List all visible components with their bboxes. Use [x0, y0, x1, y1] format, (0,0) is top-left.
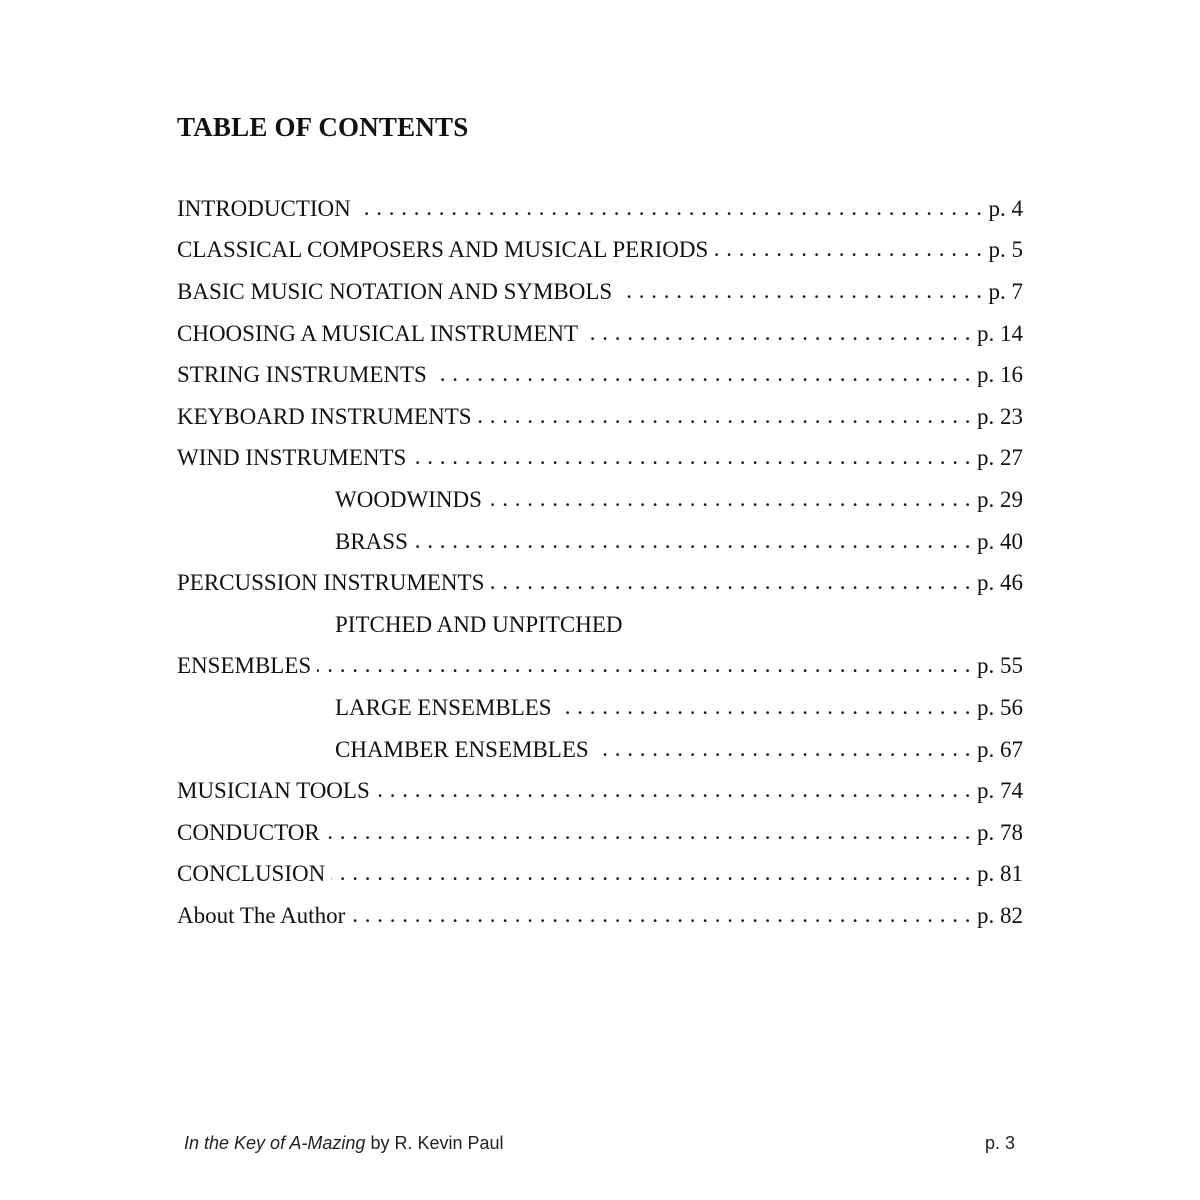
toc-entry-title: CHAMBER ENSEMBLES	[335, 736, 589, 762]
toc-dot-leader	[326, 819, 971, 847]
toc-dot-leader	[595, 736, 971, 764]
toc-entry-page: p. 74	[977, 778, 1023, 804]
toc-dot-leader	[478, 403, 971, 431]
toc-entry-title: STRING INSTRUMENTS	[177, 362, 427, 388]
toc-entry-page: p. 46	[977, 570, 1023, 596]
toc-entry-page: p. 56	[977, 694, 1023, 720]
toc-entry	[177, 521, 1023, 563]
footer-page-number: p. 3	[984, 1133, 1015, 1153]
toc-entry-page: p. 4	[988, 195, 1023, 221]
toc-entry	[177, 271, 1023, 313]
toc-entry-title: MUSICIAN TOOLS	[177, 778, 370, 804]
footer-byline: by R. Kevin Paul	[365, 1133, 504, 1153]
table-of-contents	[177, 188, 1023, 937]
toc-entry	[177, 396, 1023, 438]
toc-entry-title: WIND INSTRUMENTS	[177, 445, 407, 471]
page-footer	[184, 1133, 1015, 1154]
toc-entry-title: About The Author	[177, 902, 346, 928]
toc-entry-title: PITCHED AND UNPITCHED	[335, 611, 623, 637]
toc-entry	[177, 646, 1023, 688]
toc-entry	[177, 604, 1023, 646]
toc-entry-title: CONDUCTOR	[177, 819, 320, 845]
toc-entry-title: KEYBOARD INSTRUMENTS	[177, 403, 472, 429]
page-title: TABLE OF CONTENTS	[177, 112, 469, 142]
toc-entry	[177, 562, 1023, 604]
toc-entry-page: p. 16	[977, 362, 1023, 388]
toc-entry-title: INTRODUCTION	[177, 195, 351, 221]
toc-dot-leader	[618, 278, 982, 306]
toc-entry-title: LARGE ENSEMBLES	[335, 694, 552, 720]
toc-dot-leader	[714, 236, 982, 264]
toc-dot-leader	[331, 860, 971, 888]
toc-entry-page: p. 14	[977, 320, 1023, 346]
toc-entry-title: CONCLUSION	[177, 861, 326, 887]
toc-entry-page: p. 7	[988, 278, 1023, 304]
toc-entry-title: BASIC MUSIC NOTATION AND SYMBOLS	[177, 278, 613, 304]
toc-entry-title: WOODWINDS	[335, 486, 482, 512]
toc-entry-page: p. 40	[977, 528, 1023, 554]
toc-entry	[177, 687, 1023, 729]
toc-dot-leader	[414, 528, 971, 556]
toc-dot-leader	[317, 652, 971, 680]
toc-entry-page: p. 5	[988, 237, 1023, 263]
toc-entry-title: CHOOSING A MUSICAL INSTRUMENT	[177, 320, 579, 346]
toc-entry-page: p. 27	[977, 445, 1023, 471]
toc-entry	[177, 854, 1023, 896]
toc-dot-leader	[357, 195, 983, 223]
toc-dot-leader	[490, 569, 971, 597]
toc-entry	[177, 354, 1023, 396]
toc-entry	[177, 188, 1023, 230]
toc-entry-page: p. 81	[977, 861, 1023, 887]
toc-dot-leader	[412, 444, 971, 472]
footer-book-title: In the Key of A-Mazing	[184, 1133, 366, 1153]
toc-dot-leader	[376, 777, 971, 805]
toc-dot-leader	[488, 486, 971, 514]
toc-dot-leader	[351, 902, 971, 930]
footer-credit	[184, 1133, 504, 1154]
toc-dot-leader	[584, 320, 971, 348]
toc-entry	[177, 479, 1023, 521]
toc-entry	[177, 230, 1023, 272]
toc-entry-title: PERCUSSION INSTRUMENTS	[177, 570, 485, 596]
toc-entry-title: BRASS	[335, 528, 408, 554]
toc-entry	[177, 812, 1023, 854]
toc-entry-page: p. 23	[977, 403, 1023, 429]
toc-dot-leader	[558, 694, 971, 722]
toc-entry-page: p. 29	[977, 486, 1023, 512]
toc-entry-title: CLASSICAL COMPOSERS AND MUSICAL PERIODS	[177, 237, 709, 263]
toc-entry-page: p. 67	[977, 736, 1023, 762]
toc-entry	[177, 729, 1023, 771]
toc-entry-page: p. 82	[977, 902, 1023, 928]
toc-entry	[177, 895, 1023, 937]
toc-dot-leader	[433, 361, 971, 389]
toc-entry-title: ENSEMBLES	[177, 653, 312, 679]
toc-entry	[177, 313, 1023, 355]
toc-entry	[177, 438, 1023, 480]
toc-entry-page: p. 55	[977, 653, 1023, 679]
toc-entry-page: p. 78	[977, 819, 1023, 845]
toc-entry	[177, 770, 1023, 812]
